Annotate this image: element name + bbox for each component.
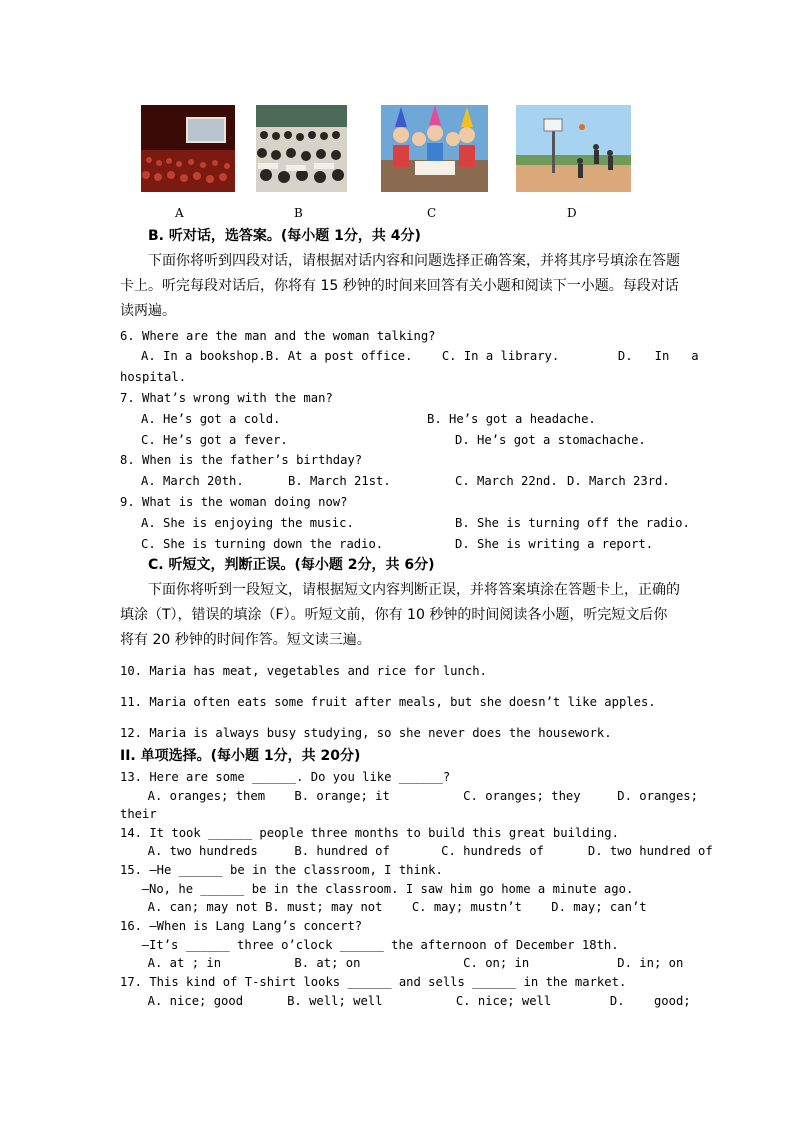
question-6-options-cont: hospital.	[120, 370, 187, 384]
question-12: 12. Maria is always busy studying, so she never does the housework.	[120, 726, 612, 740]
question-7-option-b: B. He’s got a headache.	[427, 412, 596, 426]
question-9-option-b: B. She is turning off the radio.	[455, 516, 690, 530]
question-16-options: A. at ; in B. at; on C. on; in D. in; on	[133, 956, 684, 970]
question-15-line2: —No, he ______ be in the classroom. I saw him go home a minute ago.	[127, 882, 634, 896]
question-10: 10. Maria has meat, vegetables and rice for lunch.	[120, 664, 487, 678]
section-c-instructions: 下面你将听到一段短文，请根据短文内容判断正误，并将答案填涂在答题卡上，正确的填涂（T），错误的填涂（F）。听短文前，你有 10 秒钟的时间阅读各小题，听完短文后你将有 20 秒钟的时间作答。短文读三遍。	[120, 582, 680, 648]
photo-classroom	[256, 105, 347, 192]
image-label-a: A	[175, 206, 184, 220]
image-label-c: C	[427, 206, 437, 220]
question-14-stem: 14. It took ______ people three months to build this great building.	[120, 826, 619, 840]
image-label-b: B	[294, 206, 303, 220]
question-7-option-d: D. He’s got a stomachache.	[455, 433, 646, 447]
question-14-options: A. two hundreds B. hundred of C. hundreds of D. two hundred of	[133, 844, 713, 858]
question-17-stem: 17. This kind of T-shirt looks ______ and sells ______ in the market.	[120, 975, 627, 989]
question-13-options-cont: their	[120, 807, 157, 821]
question-9-option-a: A. She is enjoying the music.	[141, 516, 354, 530]
question-9-option-d: D. She is writing a report.	[455, 537, 654, 551]
section-b-instructions: 下面你将听到四段对话，请根据对话内容和问题选择正确答案，并将其序号填涂在答题卡上。听完每段对话后，你将有 15 秒钟的时间来回答有关小题和阅读下一小题。每段对话读两遍。	[120, 253, 680, 319]
question-8-option-d: D. March 23rd.	[567, 474, 670, 488]
question-8-option-a: A. March 20th.	[141, 474, 244, 488]
section-c-title: C. 听短文，判断正误。(每小题 2分，共 6分)	[148, 557, 435, 573]
question-13-stem: 13. Here are some ______. Do you like ______?	[120, 770, 451, 784]
question-7-option-c: C. He’s got a fever.	[141, 433, 288, 447]
question-15-stem: 15. —He ______ be in the classroom, I think.	[120, 863, 443, 877]
question-9-stem: 9. What is the woman doing now?	[120, 495, 348, 509]
question-17-options: A. nice; good B. well; well C. nice; well D. good;	[133, 994, 691, 1008]
question-6-options: A. In a bookshop.B. At a post office. C. In a library. D. In a	[141, 349, 699, 363]
image-label-d: D	[567, 206, 577, 220]
question-8-option-b: B. March 21st.	[288, 474, 391, 488]
question-16-stem: 16. —When is Lang Lang’s concert?	[120, 919, 363, 933]
question-16-line2: —It’s ______ three o’clock ______ the afternoon of December 18th.	[127, 938, 619, 952]
question-9-option-c: C. She is turning down the radio.	[141, 537, 384, 551]
question-8-option-c: C. March 22nd.	[455, 474, 558, 488]
question-11: 11. Maria often eats some fruit after meals, but she doesn’t like apples.	[120, 695, 656, 709]
question-13-options: A. oranges; them B. orange; it C. oranges; they D. oranges;	[133, 789, 698, 803]
photo-cinema	[141, 105, 235, 192]
question-7-option-a: A. He’s got a cold.	[141, 412, 281, 426]
section-b-title: B. 听对话，选答案。(每小题 1分，共 4分)	[148, 228, 421, 244]
question-15-options: A. can; may not B. must; may not C. may; mustn’t D. may; can’t	[133, 900, 647, 914]
photo-birthday-party	[381, 105, 488, 192]
question-6-stem: 6. Where are the man and the woman talking?	[120, 329, 436, 343]
question-8-stem: 8. When is the father’s birthday?	[120, 453, 363, 467]
photo-basketball	[516, 105, 631, 192]
section-ii-title: II. 单项选择。(每小题 1分，共 20分)	[120, 748, 361, 764]
question-7-stem: 7. What’s wrong with the man?	[120, 391, 333, 405]
